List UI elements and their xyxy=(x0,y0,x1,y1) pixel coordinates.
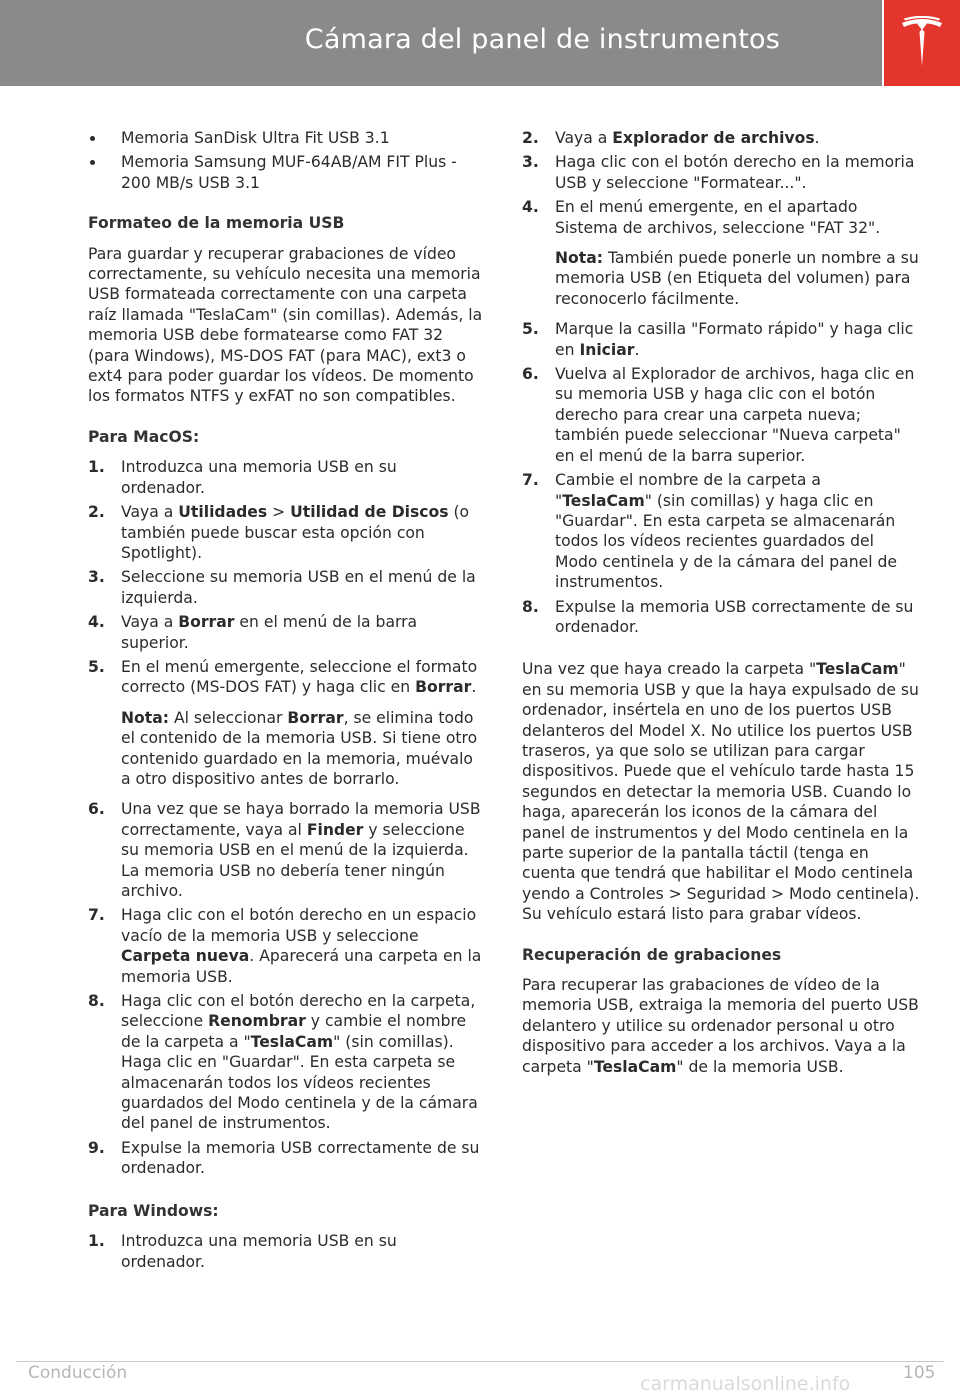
windows-heading: Para Windows: xyxy=(88,1201,219,1220)
windows-step-5: 5. Marque la casilla "Formato rápido" y haga clic en Iniciar. xyxy=(522,320,914,359)
format-paragraph: Para guardar y recuperar grabaciones de vídeo correctamente, su vehículo necesita una memoria USB formateada correctamente con una carpeta raíz llamada "TeslaCam" (sin comillas). Además, la memoria USB debe formatearse como FAT 32 (para Windows), MS-DOS FAT (para MAC), ext3 o ext4 para poder guardar los vídeos. De momento los formatos NTFS y exFAT no son compatibles. xyxy=(88,244,483,406)
recovery-heading: Recuperación de grabaciones xyxy=(522,945,782,964)
macos-step-6: 6. Una vez que se haya borrado la memoria USB correctamente, vaya al Finder y seleccione su memoria USB en el menú de la izquierda. La memoria USB no debería tener ningún archivo. xyxy=(88,800,481,900)
macos-step-4: 4. Vaya a Borrar en el menú de la barra superior. xyxy=(88,613,418,652)
macos-heading: Para MacOS: xyxy=(88,427,200,446)
macos-step-3: 3. Seleccione su memoria USB en el menú de la izquierda. xyxy=(88,568,476,607)
format-heading: Formateo de la memoria USB xyxy=(88,214,345,233)
list-item: Memoria SanDisk Ultra Fit USB 3.1 xyxy=(88,128,484,148)
macos-note: Nota: Al seleccionar Borrar, se elimina todo el contenido de la memoria USB. Si tiene otro contenido guardado en la memoria, muévalo a otro dispositivo antes de borrarlo. xyxy=(121,708,478,788)
windows-step-8: 8. Expulse la memoria USB correctamente de su ordenador. xyxy=(522,597,914,636)
after-setup-paragraph: Una vez que haya creado la carpeta "TeslaCam" en su memoria USB y que la haya expulsado de su ordenador, insértela en uno de los puertos USB delanteros del Model X. No utilice los puertos USB traseros, ya que solo se utilizan para cargar dispositivos. Puede que el vehículo tarde hasta 15 segundos en detectar la memoria USB. Cuando lo haga, aparecerán los iconos de la cámara del panel de instrumentos y del Modo centinela en la parte superior de la pantalla táctil (tenga en cuenta que tendrá que habilitar el Modo centinela yendo a Controles > Seguridad > Modo centinela). Su vehículo estará listo para grabar vídeos. xyxy=(522,660,920,924)
list-item: Memoria Samsung MUF-64AB/AM FIT Plus - 200 MB/s USB 3.1 xyxy=(88,152,484,193)
brand-logo-box xyxy=(884,0,960,86)
left-column xyxy=(88,128,484,1276)
macos-step-2: 2. Vaya a Utilidades > Utilidad de Discos (o también puede buscar esta opción con Spotlight). xyxy=(88,503,470,562)
windows-step-3: 3. Haga clic con el botón derecho en la memoria USB y seleccione "Formatear...". xyxy=(522,153,915,192)
macos-step-5: 5. En el menú emergente, seleccione el formato correcto (MS-DOS FAT) y haga clic en Borrar. xyxy=(88,657,478,697)
macos-step-9: 9. Expulse la memoria USB correctamente de su ordenador. xyxy=(88,1138,480,1178)
windows-step-7: 7. Cambie el nombre de la carpeta a "TeslaCam" (sin comillas) y haga clic en "Guardar". En esta carpeta se almacenarán todos los vídeos recientes guardados del Modo centinela y de la cámara del panel de instrumentos. xyxy=(522,471,897,592)
usb-bullet-list xyxy=(88,128,484,193)
tesla-logo-icon xyxy=(900,16,944,68)
watermark: carmanualsonline.info xyxy=(640,1373,851,1395)
macos-step-1: 1. Introduzca una memoria USB en su ordenador. xyxy=(88,458,397,497)
windows-step-1: 1. Introduzca una memoria USB en su ordenador. xyxy=(88,1232,397,1271)
right-column xyxy=(522,128,920,1097)
macos-step-8: 8. Haga clic con el botón derecho en la carpeta, seleccione Renombrar y cambie el nombre de la carpeta a "TeslaCam" (sin comillas). Haga clic en "Guardar". En esta carpeta se almacenarán todos los vídeos recientes guardados del Modo centinela y de la cámara del panel de instrumentos. xyxy=(88,992,478,1133)
footer-divider xyxy=(16,1361,944,1362)
windows-step-6: 6. Vuelva al Explorador de archivos, haga clic en su memoria USB y haga clic con el botón derecho para crear una carpeta nueva; también puede seleccionar "Nueva carpeta" en el menú de la barra superior. xyxy=(522,365,915,465)
page-header xyxy=(0,0,882,86)
windows-note: Nota: También puede ponerle un nombre a su memoria USB (en Etiqueta del volumen) para reconocerlo fácilmente. xyxy=(555,249,919,308)
macos-step-7: 7. Haga clic con el botón derecho en un espacio vacío de la memoria USB y seleccione Carpeta nueva. Aparecerá una carpeta en la memoria USB. xyxy=(88,906,482,986)
windows-step-4: 4. En el menú emergente, en el apartado Sistema de archivos, seleccione "FAT 32". xyxy=(522,198,881,237)
footer-section: Conducción xyxy=(28,1363,128,1383)
recovery-paragraph: Para recuperar las grabaciones de vídeo de la memoria USB, extraiga la memoria del puerto USB delantero y utilice su ordenador personal u otro dispositivo para acceder a los archivos. Vaya a la carpeta "TeslaCam" de la memoria USB. xyxy=(522,976,919,1076)
page-title: Cámara del panel de instrumentos xyxy=(304,24,780,55)
page-number: 105 xyxy=(903,1363,936,1383)
windows-step-2: 2. Vaya a Explorador de archivos. xyxy=(522,129,820,147)
